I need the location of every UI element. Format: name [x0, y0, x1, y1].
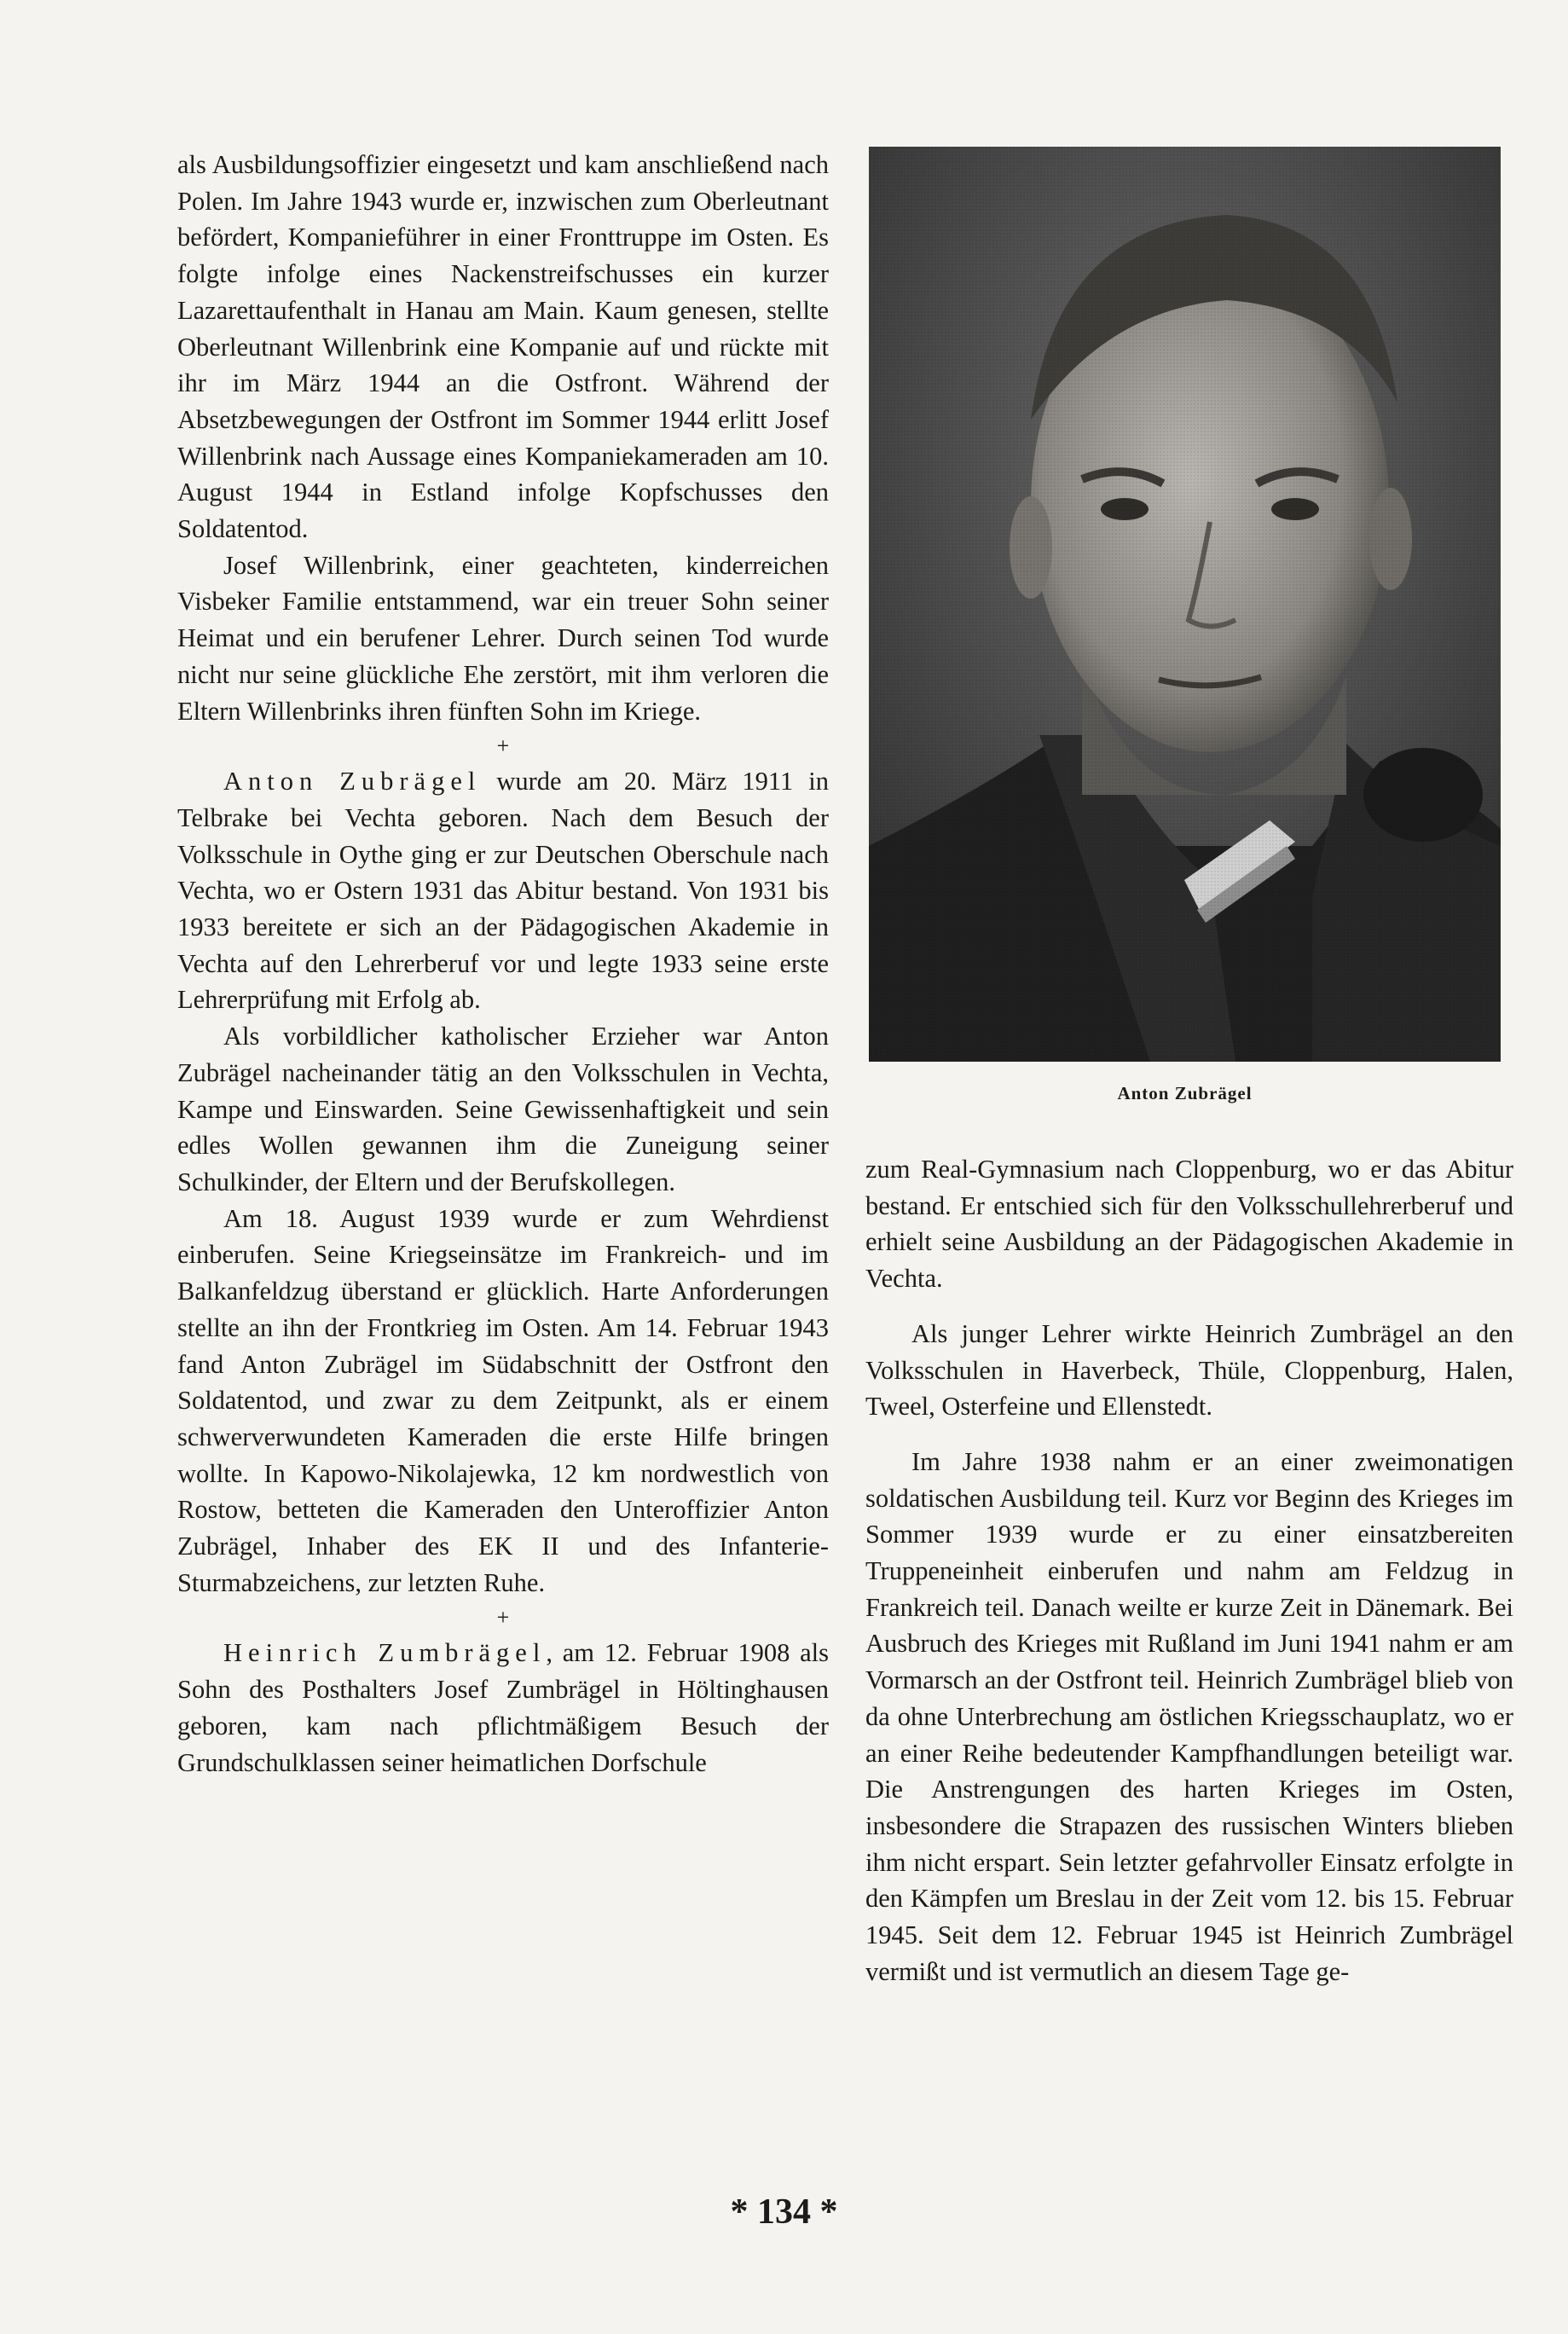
paragraph-willenbrink-end: als Ausbildungsoffizier eingesetzt und kam anschließend nach Polen. Im Jahre 1943 wurde er, inzwischen zum Oberleutnant befördert, Kompanieführer in einer Fronttruppe im Osten. Es folgte infolge eines Nackenstreifschusses ein kurzer Lazarettaufenthalt in Hanau am Main. Kaum genesen, stellte Oberleutnant Willenbrink eine Kompanie auf und rückte mit ihr im März 1944 an die Ostfront. Während der Absetzbewegungen der Ostfront im Sommer 1944 erlitt Josef Willenbrink nach Aussage eines Kompaniekameraden am 10. August 1944 in Estland infolge Kopfschusses den Soldatentod. [177, 150, 829, 544]
paragraph-zumbraegel-education: zum Real-Gymnasium nach Cloppenburg, wo er das Abitur bestand. Er entschied sich für den Volksschullehrerberuf und erhielt seine Ausbildung an der Pädagogischen Akademie in Vechta. [865, 1155, 1513, 1294]
right-column [865, 1151, 1513, 1989]
person-name-zubraegel: Anton Zubrägel [223, 767, 482, 796]
paragraph-zumbraegel-war: Im Jahre 1938 nahm er an einer zweimonatigen soldatischen Ausbildung teil. Kurz vor Beginn des Krieges im Sommer 1939 wurde er zu einer einsatzbereiten Truppeneinheit einberufen und nahm am Feldzug in Frankreich teil. Danach weilte er kurze Zeit in Dänemark. Bei Ausbruch des Krieges mit Rußland im Juni 1941 nahm er am Vormarsch an der Ostfront teil. Heinrich Zumbrägel blieb von da ohne Unterbrechung am östlichen Kriegsschauplatz, wo er an einer Reihe bedeutender Kampfhandlungen beteiligt war. Die Anstrengungen des harten Krieges im Osten, insbesondere die Strapazen des russischen Winters blieben ihm nicht erspart. Sein letzter gefahrvoller Einsatz erfolgte in den Kämpfen um Breslau in der Zeit vom 12. bis 15. Februar 1945. Seit dem 12. Februar 1945 ist Heinrich Zumbrägel vermißt und ist vermutlich an diesem Tage ge- [865, 1446, 1513, 1986]
photo-caption: Anton Zubrägel [1117, 1083, 1253, 1103]
paragraph-zumbraegel-intro [177, 1635, 829, 1781]
section-separator: + [496, 1605, 510, 1630]
paragraph-zubraegel-intro [177, 763, 829, 1018]
paragraph-zubraegel-teacher: Als vorbildlicher katholischer Erzieher war Anton Zubrägel nacheinander tätig an den Volksschulen in Vechta, Kampe und Einswarden. Seine Gewissenhaftigkeit und sein edles Wollen gewannen ihm die Zuneigung seiner Schulkinder, der Eltern und der Berufskollegen. [177, 1022, 829, 1196]
paragraph-zumbraegel-intro-text: , am 12. Februar 1908 als Sohn des Posthalters Josef Zumbrägel in Höltinghausen geboren, kam nach pflichtmäßigem Besuch der Grundschulklassen seiner heimatlichen Dorfschule [177, 1638, 830, 1777]
page-number: * 134 * [730, 2192, 838, 2232]
left-column [177, 147, 829, 1781]
paragraph-zubraegel-intro-text: wurde am 20. März 1911 in Telbrake bei Vechta geboren. Nach dem Besuch der Volksschule in Oythe ging er zur Deutschen Oberschule nach Vechta, wo er Ostern 1931 das Abitur bestand. Von 1931 bis 1933 bereitete er sich an der Pädagogischen Akademie in Vechta auf den Lehrerberuf vor und legte 1933 seine erste Lehrerprüfung mit Erfolg ab. [177, 767, 829, 1015]
section-separator: + [496, 733, 510, 759]
portrait-photo [869, 147, 1501, 1062]
person-name-zumbraegel: Heinrich Zumbrägel [223, 1638, 547, 1668]
paragraph-willenbrink-tribute: Josef Willenbrink, einer geachteten, kinderreichen Visbeker Familie entstammend, war ein treuer Sohn seiner Heimat und ein berufener Lehrer. Durch seinen Tod wurde nicht nur seine glückliche Ehe zerstört, mit ihm verloren die Eltern Willenbrinks ihren fünften Sohn im Kriege. [177, 550, 829, 726]
portrait-image [869, 147, 1501, 1062]
paragraph-zubraegel-war: Am 18. August 1939 wurde er zum Wehrdienst einberufen. Seine Kriegseinsätze im Frankreich- und im Balkanfeldzug überstand er glücklich. Harte Anforderungen stellte an ihn der Frontkrieg im Osten. Am 14. Februar 1943 fand Anton Zubrägel im Südabschnitt der Ostfront den Soldatentod, und zwar zu dem Zeitpunkt, als er einem schwerverwundeten Kameraden die erste Hilfe bringen wollte. In Kapowo-Nikolajewka, 12 km nordwestlich von Rostow, betteten die Kameraden den Unteroffizier Anton Zubrägel, Inhaber des EK II und des Infanterie-Sturmabzeichens, zur letzten Ruhe. [177, 1203, 829, 1597]
paragraph-zumbraegel-teacher: Als junger Lehrer wirkte Heinrich Zumbrägel an den Volksschulen in Haverbeck, Thüle, Cloppenburg, Halen, Tweel, Osterfeine und Ellenstedt. [865, 1318, 1513, 1422]
